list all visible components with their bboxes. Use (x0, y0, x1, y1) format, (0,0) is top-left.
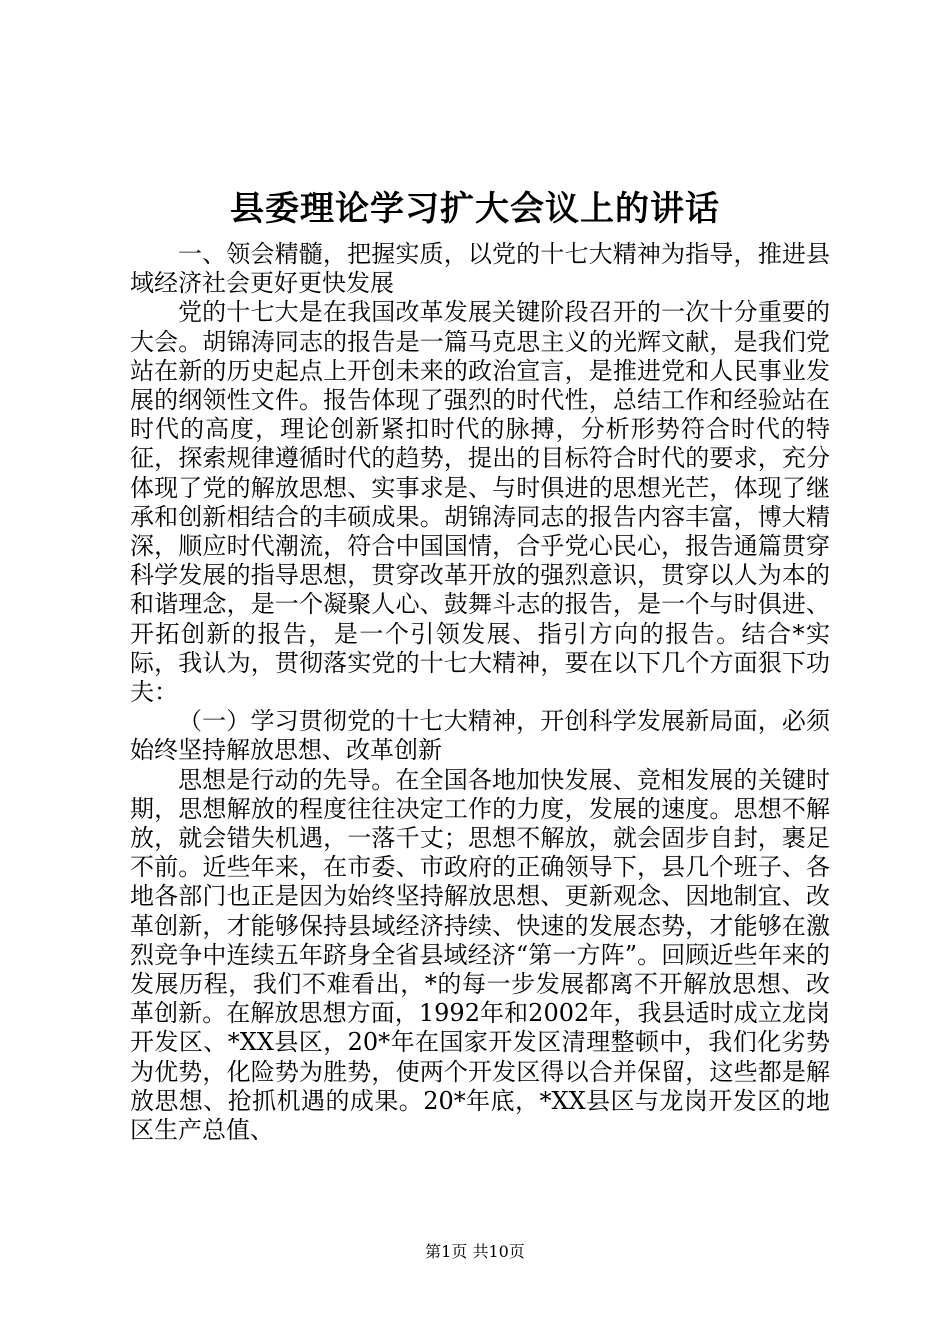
page-number-footer: 第1页 共10页 (425, 1242, 525, 1261)
subsection-heading: （一）学习贯彻党的十七大精神，开创科学发展新局面，必须始终坚持解放思想、改革创新 (130, 707, 830, 765)
section-heading: 一、领会精髓，把握实质，以党的十七大精神为指导，推进县域经济社会更好更快发展 (130, 240, 830, 298)
body-paragraph: 思想是行动的先导。在全国各地加快发展、竞相发展的关键时期，思想解放的程度往往决定工作的力度，发展的速度。思想不解放，就会错失机遇，一落千丈；思想不解放，就会固步自封，裹足不前。近些年来，在市委、市政府的正确领导下，县几个班子、各地各部门也正是因为始终坚持解放思想、更新观念、因地制宜、改革创新，才能够保持县域经济持续、快速的发展态势，才能够在激烈竞争中连续五年跻身全省县域经济“第一方阵”。回顾近些年来的发展历程，我们不难看出，*的每一步发展都离不开解放思想、改革创新。在解放思想方面，1992年和2002年，我县适时成立龙岗开发区、*XX县区，20*年在国家开发区清理整顿中，我们化劣势为优势，化险势为胜势，使两个开发区得以合并保留，这些都是解放思想、抢抓机遇的成果。20*年底，*XX县区与龙岗开发区的地区生产总值、 (130, 765, 830, 1145)
document-body (130, 240, 830, 1145)
document-title: 县委理论学习扩大会议上的讲话 (230, 189, 720, 229)
body-paragraph: 党的十七大是在我国改革发展关键阶段召开的一次十分重要的大会。胡锦涛同志的报告是一篇马克思主义的光辉文献，是我们党站在新的历史起点上开创未来的政治宣言，是推进党和人民事业发展的纲领性文件。报告体现了强烈的时代性，总结工作和经验站在时代的高度，理论创新紧扣时代的脉搏，分析形势符合时代的特征，探索规律遵循时代的趋势，提出的目标符合时代的要求，充分体现了党的解放思想、实事求是、与时俱进的思想光芒，体现了继承和创新相结合的丰硕成果。胡锦涛同志的报告内容丰富，博大精深，顺应时代潮流，符合中国国情，合乎党心民心，报告通篇贯穿科学发展的指导思想，贯穿改革开放的强烈意识，贯穿以人为本的和谐理念，是一个凝聚人心、鼓舞斗志的报告，是一个与时俱进、开拓创新的报告，是一个引领发展、指引方向的报告。结合*实际，我认为，贯彻落实党的十七大精神，要在以下几个方面狠下功夫： (130, 298, 830, 707)
